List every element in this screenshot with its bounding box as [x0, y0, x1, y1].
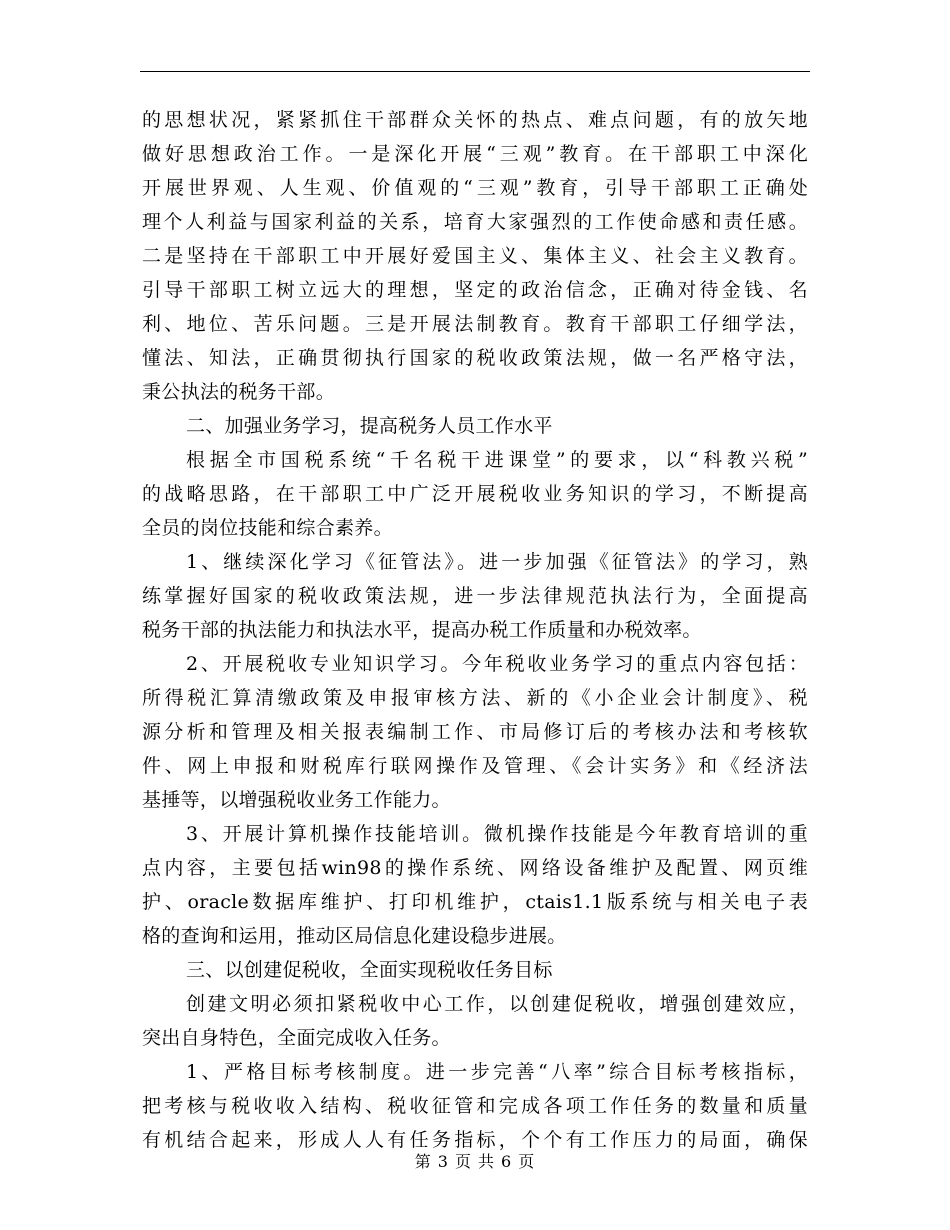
text-line: 把考核与税收收入结构、税收征管和完成各项工作任务的数量和质量 — [142, 1095, 808, 1117]
text-line: 有机结合起来，形成人人有任务指标，个个有工作压力的局面，确保 — [142, 1129, 808, 1151]
text-line: 做好思想政治工作。一是深化开展“三观”教育。在干部职工中深化 — [142, 143, 808, 165]
text-line: 的思想状况，紧紧抓住干部群众关怀的热点、难点问题，有的放矢地 — [142, 109, 808, 131]
text-line: 格的查询和运用，推动区局信息化建设稳步进展。 — [142, 925, 567, 947]
text-line: 三、以创建促税收，全面实现税收任务目标 — [186, 959, 553, 981]
text-line: 件、网上申报和财税库行联网操作及管理、《会计实务》和《经济法 — [142, 755, 808, 777]
text-line: 基捶等，以增强税收业务工作能力。 — [142, 789, 451, 811]
text-line: 1、严格目标考核制度。进一步完善“八率”综合目标考核指标， — [186, 1061, 808, 1083]
footer-middle: 页 共 — [454, 1152, 496, 1171]
text-line: 点内容，主要包括win98的操作系统、网络设备维护及配置、网页维 — [142, 857, 808, 879]
text-line: 懂法、知法，正确贯彻执行国家的税收政策法规，做一名严格守法， — [142, 347, 808, 369]
text-line: 全员的岗位技能和综合素养。 — [142, 517, 393, 539]
footer-total-pages: 6 — [501, 1152, 513, 1171]
text-line: 创建文明必须扣紧税收中心工作，以创建促税收，增强创建效应， — [186, 993, 808, 1015]
footer-suffix: 页 — [518, 1152, 536, 1171]
text-line: 秉公执法的税务干部。 — [142, 381, 336, 403]
text-line: 突出自身特色，全面完成收入任务。 — [142, 1027, 451, 1049]
text-line: 2、开展税收专业知识学习。今年税收业务学习的重点内容包括： — [186, 653, 808, 675]
text-line: 根据全市国税系统“千名税干进课堂”的要求，以“科教兴税” — [186, 449, 808, 471]
document-body — [142, 103, 808, 1157]
text-line: 开展世界观、人生观、价值观的“三观”教育，引导干部职工正确处 — [142, 177, 808, 199]
text-line: 练掌握好国家的税收政策法规，进一步法律规范执法行为，全面提高 — [142, 585, 808, 607]
text-line: 二、加强业务学习，提高税务人员工作水平 — [186, 415, 553, 437]
text-line: 税务干部的执法能力和执法水平，提高办税工作质量和办税效率。 — [142, 619, 702, 641]
text-line: 的战略思路，在干部职工中广泛开展税收业务知识的学习，不断提高 — [142, 483, 808, 505]
text-line: 二是坚持在干部职工中开展好爱国主义、集体主义、社会主义教育。 — [142, 245, 808, 267]
text-line: 所得税汇算清缴政策及申报审核方法、新的《小企业会计制度》、税 — [142, 687, 808, 709]
footer-prefix: 第 — [414, 1152, 432, 1171]
text-line: 利、地位、苦乐问题。三是开展法制教育。教育干部职工仔细学法， — [142, 313, 808, 335]
footer-page-number: 3 — [437, 1152, 449, 1171]
page-footer — [0, 1152, 950, 1172]
text-line: 理个人利益与国家利益的关系，培育大家强烈的工作使命感和责任感。 — [142, 211, 808, 233]
text-line: 3、开展计算机操作技能培训。微机操作技能是今年教育培训的重 — [186, 823, 808, 845]
text-line: 1、继续深化学习《征管法》。进一步加强《征管法》的学习，熟 — [186, 551, 808, 573]
text-line: 引导干部职工树立远大的理想，坚定的政治信念，正确对待金钱、名 — [142, 279, 808, 301]
text-line: 护、oracle数据库维护、打印机维护，ctais1.1版系统与相关电子表 — [142, 891, 808, 913]
text-line: 源分析和管理及相关报表编制工作、市局修订后的考核办法和考核软 — [142, 721, 808, 743]
header-rule — [140, 71, 810, 72]
